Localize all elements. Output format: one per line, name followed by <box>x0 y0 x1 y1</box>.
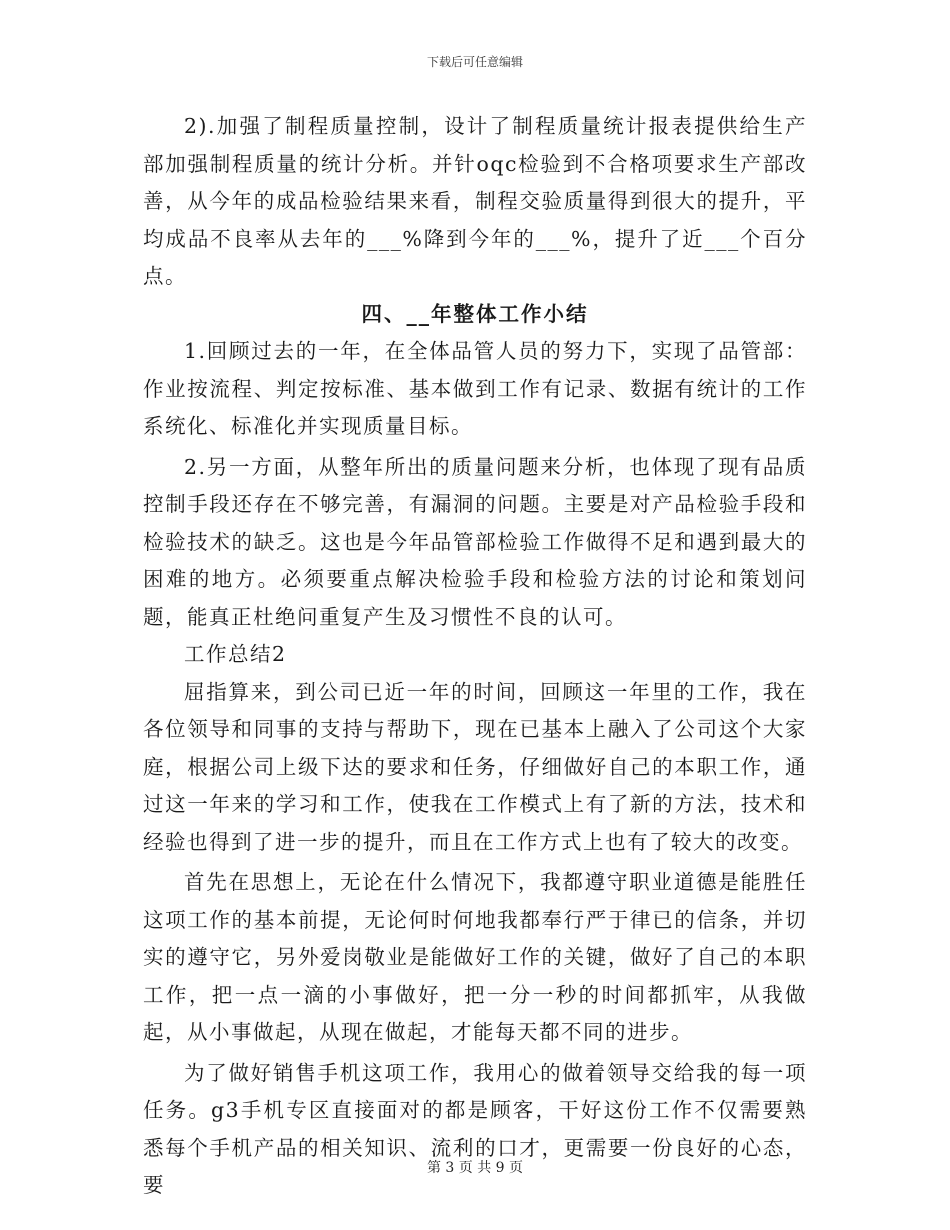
paragraph-thinking: 首先在思想上，无论在什么情况下，我都遵守职业道德是能胜任这项工作的基本前提，无论何时何地我都奉行严于律已的信条，并切实的遵守它，另外爱岗敬业是能做好工作的关键，做好了自己的本职工作，把一点一滴的小事做好，把一分一秒的时间都抓牢，从我做起，从小事做起，从现在做起，才能每天都不同的进步。 <box>143 870 807 1044</box>
paragraph-sales: 为了做好销售手机这项工作，我用心的做着领导交给我的每一项任务。g3手机专区直接面对的都是顾客，干好这份工作不仅需要熟悉每个手机产品的相关知识、流利的口才，更需要一份良好的心态，要 <box>143 1060 807 1197</box>
page-footer: 第 3 页 共 9 页 <box>426 1160 524 1176</box>
page-header: 下载后可任意编辑 <box>426 55 523 69</box>
paragraph-process-quality: 2).加强了制程质量控制，设计了制程质量统计报表提供给生产部加强制程质量的统计分析。并针oqc检验到不合格项要求生产部改善，从今年的成品检验结果来看，制程交验质量得到很大的提升，平均成品不良率从去年的___%降到今年的___%，提升了近___个百分点。 <box>143 114 807 288</box>
paragraph-review-1: 1.回顾过去的一年，在全体品管人员的努力下，实现了品管部：作业按流程、判定按标准、基本做到工作有记录、数据有统计的工作系统化、标准化并实现质量目标。 <box>143 339 807 438</box>
section-heading-summary: 四、__年整体工作小结 <box>361 301 589 326</box>
paragraph-review-2: 2.另一方面，从整年所出的质量问题来分析，也体现了现有品质控制手段还存在不够完善，有漏洞的问题。主要是对产品检验手段和检验技术的缺乏。这也是今年品管部检验工作做得不足和遇到最大的困难的地方。必须要重点解决检验手段和检验方法的讨论和策划问题，能真正杜绝问重复产生及习惯性不良的认可。 <box>143 454 807 629</box>
paragraph-intro: 屈指算来，到公司已近一年的时间，回顾这一年里的工作，我在各位领导和同事的支持与帮助下，现在已基本上融入了公司这个大家庭，根据公司上级下达的要求和任务，仔细做好自己的本职工作，通过这一年来的学习和工作，使我在工作模式上有了新的方法，技术和经验也得到了进一步的提升，而且在工作方式上也有了较大的改变。 <box>143 679 807 854</box>
document-body <box>143 108 807 1205</box>
subheading-work-summary-2: 工作总结2 <box>184 642 287 666</box>
